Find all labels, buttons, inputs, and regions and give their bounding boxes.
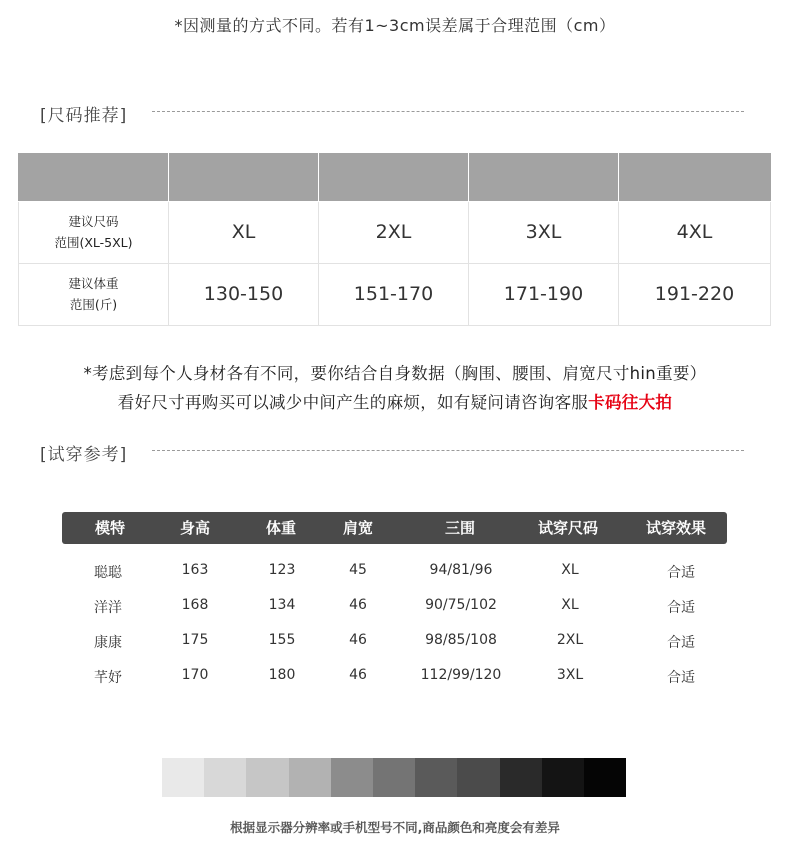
model-name: 洋洋 [94, 600, 122, 616]
model-shoulder: 46 [349, 632, 367, 648]
gray-swatch [415, 758, 457, 797]
header-model: 模特 [94, 519, 126, 537]
size-recommend-table [18, 153, 771, 326]
model-table-header [62, 512, 727, 544]
header-weight: 体重 [265, 519, 297, 537]
section-divider [152, 450, 744, 451]
gray-swatch [457, 758, 499, 797]
model-try-size: XL [561, 562, 579, 578]
model-height: 170 [181, 667, 209, 683]
size-table-header-row [19, 153, 771, 201]
size-up-highlight: 卡码往大拍 [588, 393, 673, 412]
size-recommend-heading: [尺码推荐] [40, 106, 128, 126]
gray-swatch [373, 758, 415, 797]
gray-swatch [542, 758, 584, 797]
display-disclaimer: 根据显示器分辨率或手机型号不同,商品颜色和亮度会有差异 [230, 820, 560, 835]
model-measurements: 90/75/102 [425, 597, 497, 613]
model-try-size: 3XL [556, 667, 584, 683]
model-measurements: 94/81/96 [429, 562, 493, 578]
model-weight: 134 [268, 597, 296, 613]
table-row [0, 562, 790, 582]
weight-cell: 130-150 [169, 263, 319, 325]
model-height: 175 [181, 632, 209, 648]
table-row [0, 667, 790, 687]
model-name: 芊妤 [94, 670, 122, 686]
color-calibration-bar [162, 758, 626, 797]
model-try-effect: 合适 [667, 600, 695, 616]
model-try-effect: 合适 [667, 670, 695, 686]
model-try-effect: 合适 [667, 635, 695, 651]
model-name: 康康 [94, 635, 122, 651]
header-try-effect: 试穿效果 [645, 519, 707, 537]
measurement-note: *因测量的方式不同。若有1~3cm误差属于合理范围（cm） [174, 16, 616, 35]
model-shoulder: 45 [349, 562, 367, 578]
weight-cell: 191-220 [619, 263, 771, 325]
weight-cell: 151-170 [319, 263, 469, 325]
table-row [0, 632, 790, 652]
model-weight: 123 [268, 562, 296, 578]
model-height: 163 [181, 562, 209, 578]
size-cell: 4XL [619, 201, 771, 263]
model-try-size: XL [561, 597, 579, 613]
header-height: 身高 [179, 519, 211, 537]
gray-swatch [162, 758, 204, 797]
model-try-size: 2XL [556, 632, 584, 648]
model-try-effect: 合适 [667, 565, 695, 581]
gray-swatch [204, 758, 246, 797]
gray-swatch [246, 758, 288, 797]
size-cell: 2XL [319, 201, 469, 263]
weight-row [19, 263, 771, 325]
weight-cell: 171-190 [469, 263, 619, 325]
size-row-label: 建议尺码 范围(XL-5XL) [19, 201, 169, 263]
model-height: 168 [181, 597, 209, 613]
fit-advice-line2: 看好尺寸再购买可以减少中间产生的麻烦，如有疑问请咨询客服卡码往大拍 [117, 393, 673, 412]
section-divider [152, 111, 744, 112]
table-row [0, 597, 790, 617]
header-shoulder: 肩宽 [342, 519, 374, 537]
model-weight: 180 [268, 667, 296, 683]
gray-swatch [584, 758, 626, 797]
model-weight: 155 [268, 632, 296, 648]
header-try-size: 试穿尺码 [537, 519, 599, 537]
gray-swatch [289, 758, 331, 797]
try-on-heading: [试穿参考] [40, 445, 128, 465]
size-cell: 3XL [469, 201, 619, 263]
model-measurements: 112/99/120 [420, 667, 502, 683]
model-measurements: 98/85/108 [425, 632, 497, 648]
size-row [19, 201, 771, 263]
header-measurements: 三围 [444, 519, 476, 537]
model-name: 聪聪 [94, 565, 122, 581]
fit-advice-line1: *考虑到每个人身材各有不同，要你结合自身数据（胸围、腰围、肩宽尺寸hin重要） [83, 364, 707, 383]
model-shoulder: 46 [349, 667, 367, 683]
weight-row-label: 建议体重 范围(斤) [19, 263, 169, 325]
gray-swatch [331, 758, 373, 797]
size-cell: XL [169, 201, 319, 263]
gray-swatch [500, 758, 542, 797]
model-shoulder: 46 [349, 597, 367, 613]
